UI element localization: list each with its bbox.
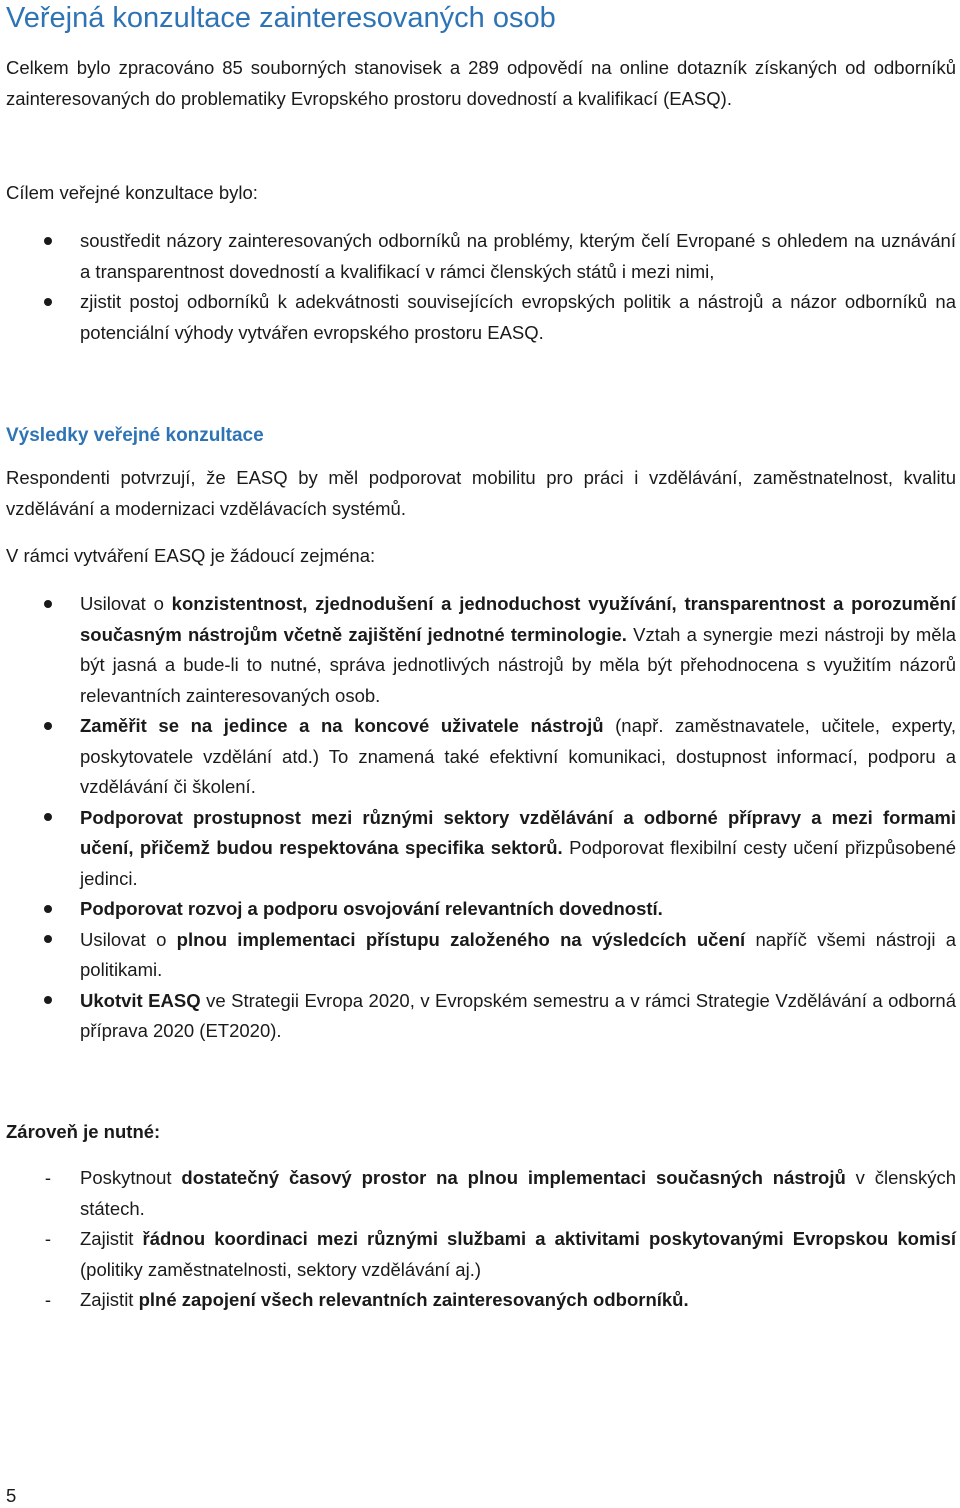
- list-item: [0, 894, 956, 925]
- intro-paragraph: Celkem bylo zpracováno 85 souborných stanovisek a 289 odpovědí na online dotazník získaných od odborníků zainteresovaných do problematiky Evropského prostoru dovedností a kvalifikací (EASQ).: [6, 57, 956, 109]
- list-item: [0, 1163, 956, 1224]
- item-bold-text: řádnou koordinaci mezi různými službami a aktivitami poskytovanými Evropskou komisí: [142, 1228, 957, 1249]
- necessary-list: [0, 1163, 956, 1316]
- goals-list: [0, 226, 956, 348]
- goal-text: soustředit názory zainteresovaných odborníků na problémy, kterým čelí Evropané s ohledem na uznávání a transparentnost dovedností a kvalifikací v rámci členských států i mezi nimi,: [80, 230, 956, 282]
- item-text: Podporovat flexibilní cesty učení přizpůsobené jedinci.: [80, 837, 956, 889]
- item-bold-text: plnou implementaci přístupu založeného na výsledcích učení: [176, 928, 746, 950]
- item-text: (např. zaměstnavatele, učitele, experty, poskytovatele vzdělání atd.) To znamená také efektivní komunikaci, dostupnost informací, podporu a vzdělávání či školení.: [80, 715, 957, 797]
- dash-icon: -: [44, 1289, 52, 1310]
- necessary-heading: [6, 1117, 956, 1148]
- desirable-list: [0, 589, 956, 1047]
- dash-icon: -: [44, 1228, 52, 1249]
- goal-text: zjistit postoj odborníků k adekvátnosti souvisejících evropských politik a nástrojů a názor odborníků na potenciální výhody vytvářen evropského prostoru EASQ.: [80, 291, 956, 343]
- list-item: [0, 287, 956, 348]
- bullet-icon: [38, 925, 58, 956]
- list-item: [0, 925, 956, 986]
- item-text: Usilovat o: [80, 593, 172, 614]
- list-item: [0, 589, 956, 711]
- list-item: [0, 711, 956, 803]
- item-bold-text: konzistentnost, zjednodušení a jednoduchost využívání, transparentnost a porozumění současným nástrojům včetně zajištění jednotné terminologie.: [80, 593, 956, 645]
- results-heading: Výsledky veřejné konzultace: [6, 425, 264, 446]
- item-text: ve Strategii Evropa 2020, v Evropském semestru a v rámci Strategie Vzdělávání a odborná příprava 2020 (ET2020).: [80, 989, 956, 1041]
- results-paragraph: Respondenti potvrzují, že EASQ by měl podporovat mobilitu pro práci i vzdělávání, zaměstnatelnost, kvalitu vzdělávání a modernizaci vzdělávacích systémů.: [6, 467, 956, 519]
- bullet-icon: [38, 287, 58, 318]
- item-text: napříč všemi nástroji a politikami.: [80, 928, 957, 980]
- page-number: 5: [6, 1485, 17, 1506]
- item-text: v členských státech.: [80, 1167, 956, 1219]
- list-item: [0, 1224, 956, 1285]
- dash-icon: -: [44, 1167, 52, 1188]
- goal-intro: Cílem veřejné konzultace bylo:: [6, 182, 258, 203]
- list-item: [0, 803, 956, 895]
- bullet-icon: [38, 986, 58, 1017]
- bullet-icon: [38, 226, 58, 257]
- item-bold-text: Podporovat prostupnost mezi různými sektory vzdělávání a odborné přípravy a mezi formami učení, přičemž budou respektována specifika sektorů.: [80, 806, 956, 858]
- bullet-icon: [38, 711, 58, 742]
- bullet-icon: [38, 894, 58, 925]
- bullet-icon: [38, 589, 58, 620]
- item-text: Usilovat o: [80, 928, 177, 950]
- item-bold-text: plné zapojení všech relevantních zainteresovaných odborníků.: [138, 1289, 689, 1310]
- desirable-intro: V rámci vytváření EASQ je žádoucí zejména:: [6, 545, 376, 566]
- item-text: Poskytnout: [80, 1167, 182, 1188]
- item-text: (politiky zaměstnatelnosti, sektory vzdělávání aj.): [80, 1258, 482, 1280]
- item-bold-text: Podporovat rozvoj a podporu osvojování relevantních dovedností.: [80, 898, 663, 919]
- necessary-heading-text: Zároveň je nutné:: [6, 1121, 161, 1142]
- item-text: Vztah a synergie mezi nástroji by měla být jasná a bude-li to nutné, správa jednotlivých nástrojů by měla být přehodnocena s využitím názorů relevantních zainteresovaných osob.: [80, 623, 956, 706]
- item-bold-text: Ukotvit EASQ: [80, 989, 201, 1011]
- list-item: [0, 986, 956, 1047]
- list-item: [0, 1285, 956, 1316]
- item-bold-text: dostatečný časový prostor na plnou implementaci současných nástrojů: [181, 1167, 846, 1188]
- item-text: Zajistit: [80, 1228, 143, 1249]
- item-text: Zajistit: [80, 1289, 139, 1310]
- page-title: Veřejná konzultace zainteresovaných osob: [6, 2, 556, 34]
- item-bold-text: Zaměřit se na jedince a na koncové uživatele nástrojů: [80, 715, 604, 736]
- bullet-icon: [38, 803, 58, 834]
- list-item: [0, 226, 956, 287]
